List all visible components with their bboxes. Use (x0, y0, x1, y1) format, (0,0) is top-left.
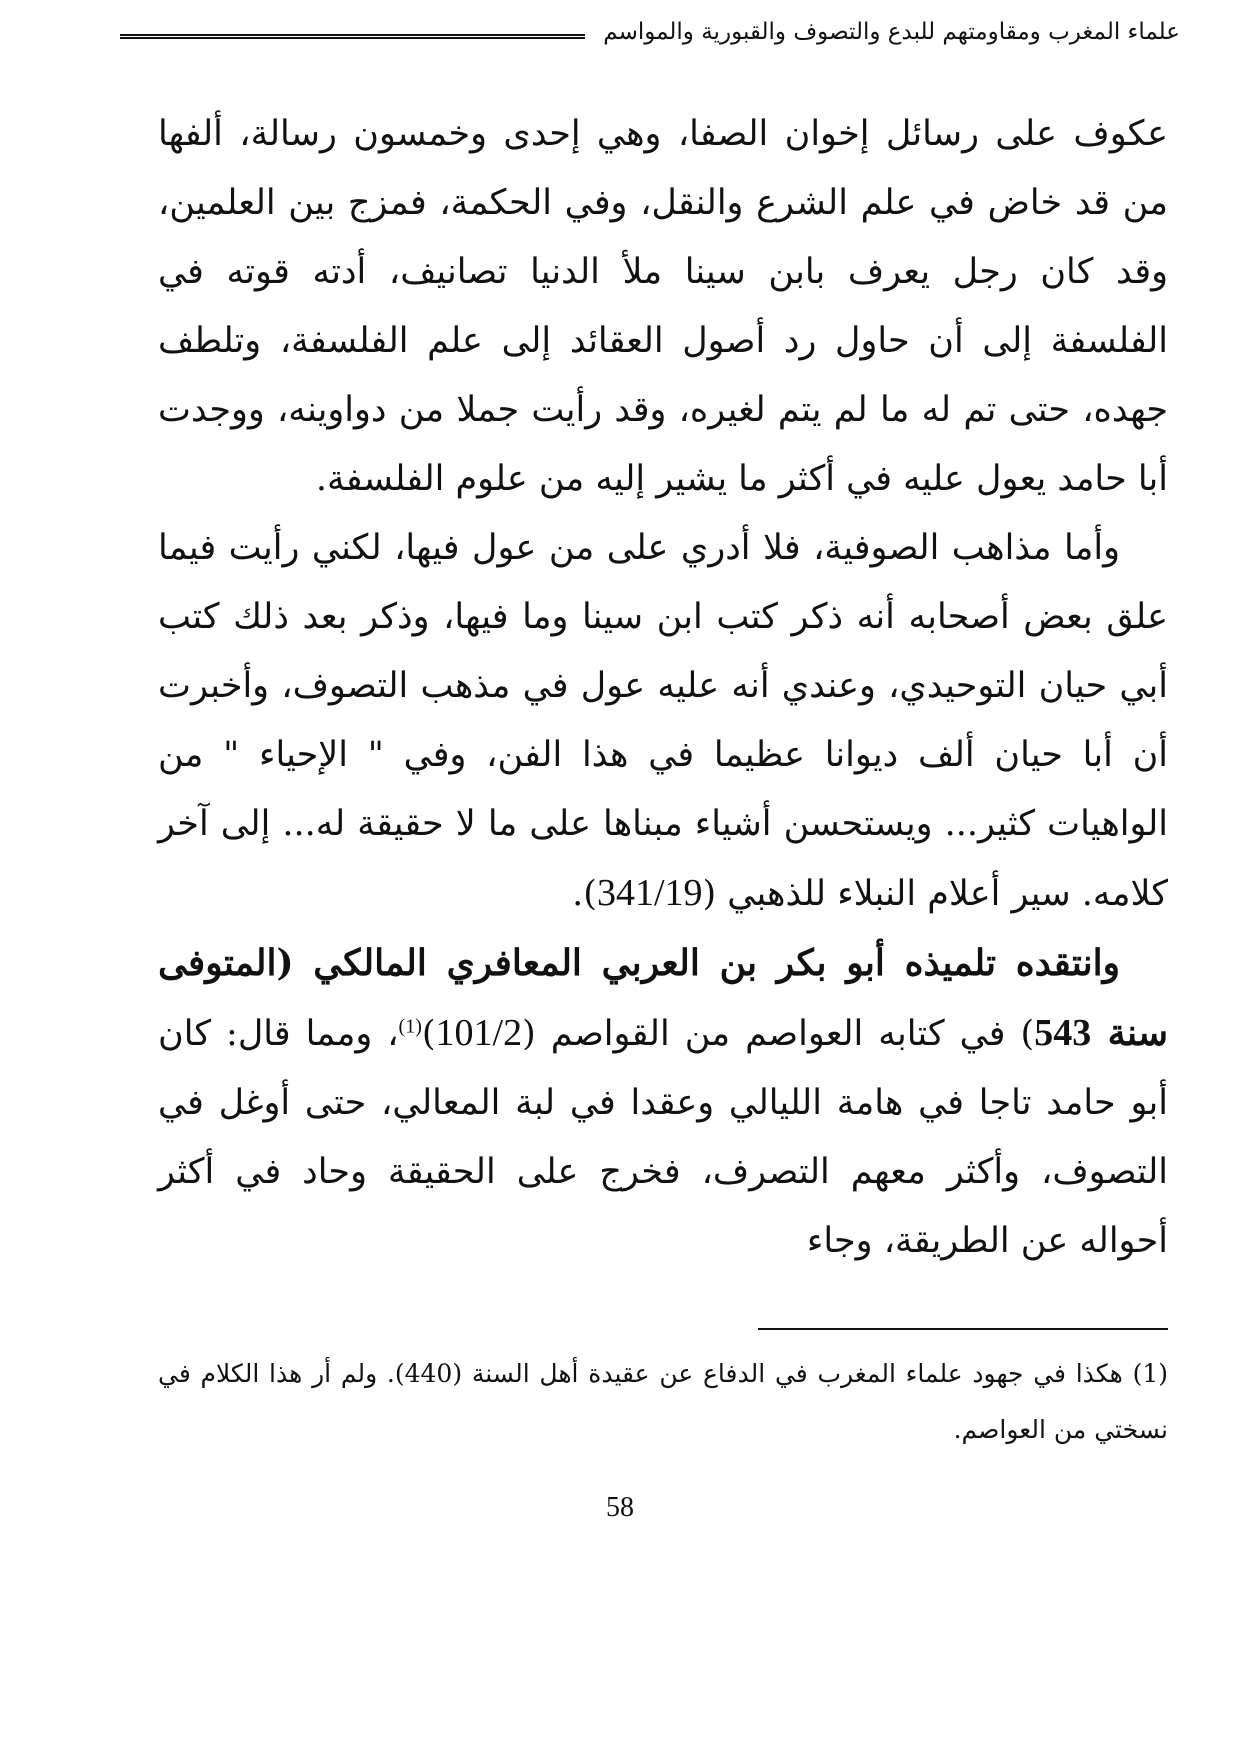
footnote-text-b: ). ولم أر هذا الكلام في نسختي من العواصم. (158, 1359, 1168, 1444)
footnote-separator (758, 1328, 1168, 1330)
paragraph-3-lead-text: وانتقده تلميذه أبو بكر بن العربي المعافري المالكي (المتوفى سنة (158, 942, 1168, 1054)
footnote-text-a: هكذا في جهود علماء المغرب في الدفاع عن عقيدة أهل السنة ( (452, 1359, 1123, 1388)
footnote-number: (1) (1132, 1359, 1168, 1388)
paragraph-1-text: عكوف على رسائل إخوان الصفا، وهي إحدى وخمسون رسالة، ألفها من قد خاض في علم الشرع والنقل، وفي الحكمة، فمزج بين العلمين، وقد كان رجل يعرف بابن سينا ملأ الدنيا تصانيف، أدته قوته في الفلسفة إلى أن حاول رد أصول العقائد إلى علم الفلسفة، وتلطف جهده، حتى تم له ما لم يتم لغيره، وقد رأيت جملا من دواوينه، ووجدت أبا حامد يعول عليه في أكثر ما يشير إليه من علوم الفلسفة. (158, 114, 1168, 499)
paragraph-3 (158, 929, 1168, 1276)
paragraph-3-close: ) (421, 1014, 436, 1054)
header-double-rule (120, 34, 585, 39)
paragraph-2-text: وأما مذاهب الصوفية، فلا أدري على من عول فيها، لكني رأيت فيما علق بعض أصحابه أنه ذكر كتب ابن سينا وما فيها، وذكر بعد ذلك كتب أبي حيان التوحيدي، وعندي أنه عليه عول في مذهب التصوف، وأخبرت أن أبا حيان ألف ديوانا عظيما في هذا الفن، وفي " الإحياء " من الواهيات كثير... ويستحسن أشياء مبناها على ما لا حقيقة له... إلى آخر كلامه. سير أعلام النبلاء للذهبي ( (158, 528, 1168, 914)
footnote-marker: (1) (398, 1015, 422, 1038)
paragraph-2-end: ). (572, 874, 597, 914)
footnote (158, 1346, 1168, 1458)
paragraph-1 (158, 100, 1168, 514)
paragraph-3-mid: ) في كتابه العواصم من القواصم ( (522, 1014, 1035, 1054)
awasim-reference: 101/2 (435, 1012, 523, 1054)
running-header (120, 12, 1180, 52)
death-year: 543 (1034, 1012, 1092, 1054)
body-text (158, 100, 1168, 1276)
paragraph-2 (158, 514, 1168, 929)
paragraph-3-rest: ، ومما قال: كان أبو حامد تاجا في هامة الليالي وعقدا في لبة المعالي، حتى أوغل في التصوف، وأكثر معهم التصرف، فخرج على الحقيقة وحاد في أكثر أحواله عن الطريقة، وجاء (158, 1014, 1168, 1261)
siyar-reference: 341/19 (596, 872, 703, 914)
page-number: 58 (606, 1492, 634, 1523)
header-title: علماء المغرب ومقاومتهم للبدع والتصوف والقبورية والمواسم (603, 19, 1180, 45)
footnote-page-ref: 440 (404, 1359, 453, 1388)
